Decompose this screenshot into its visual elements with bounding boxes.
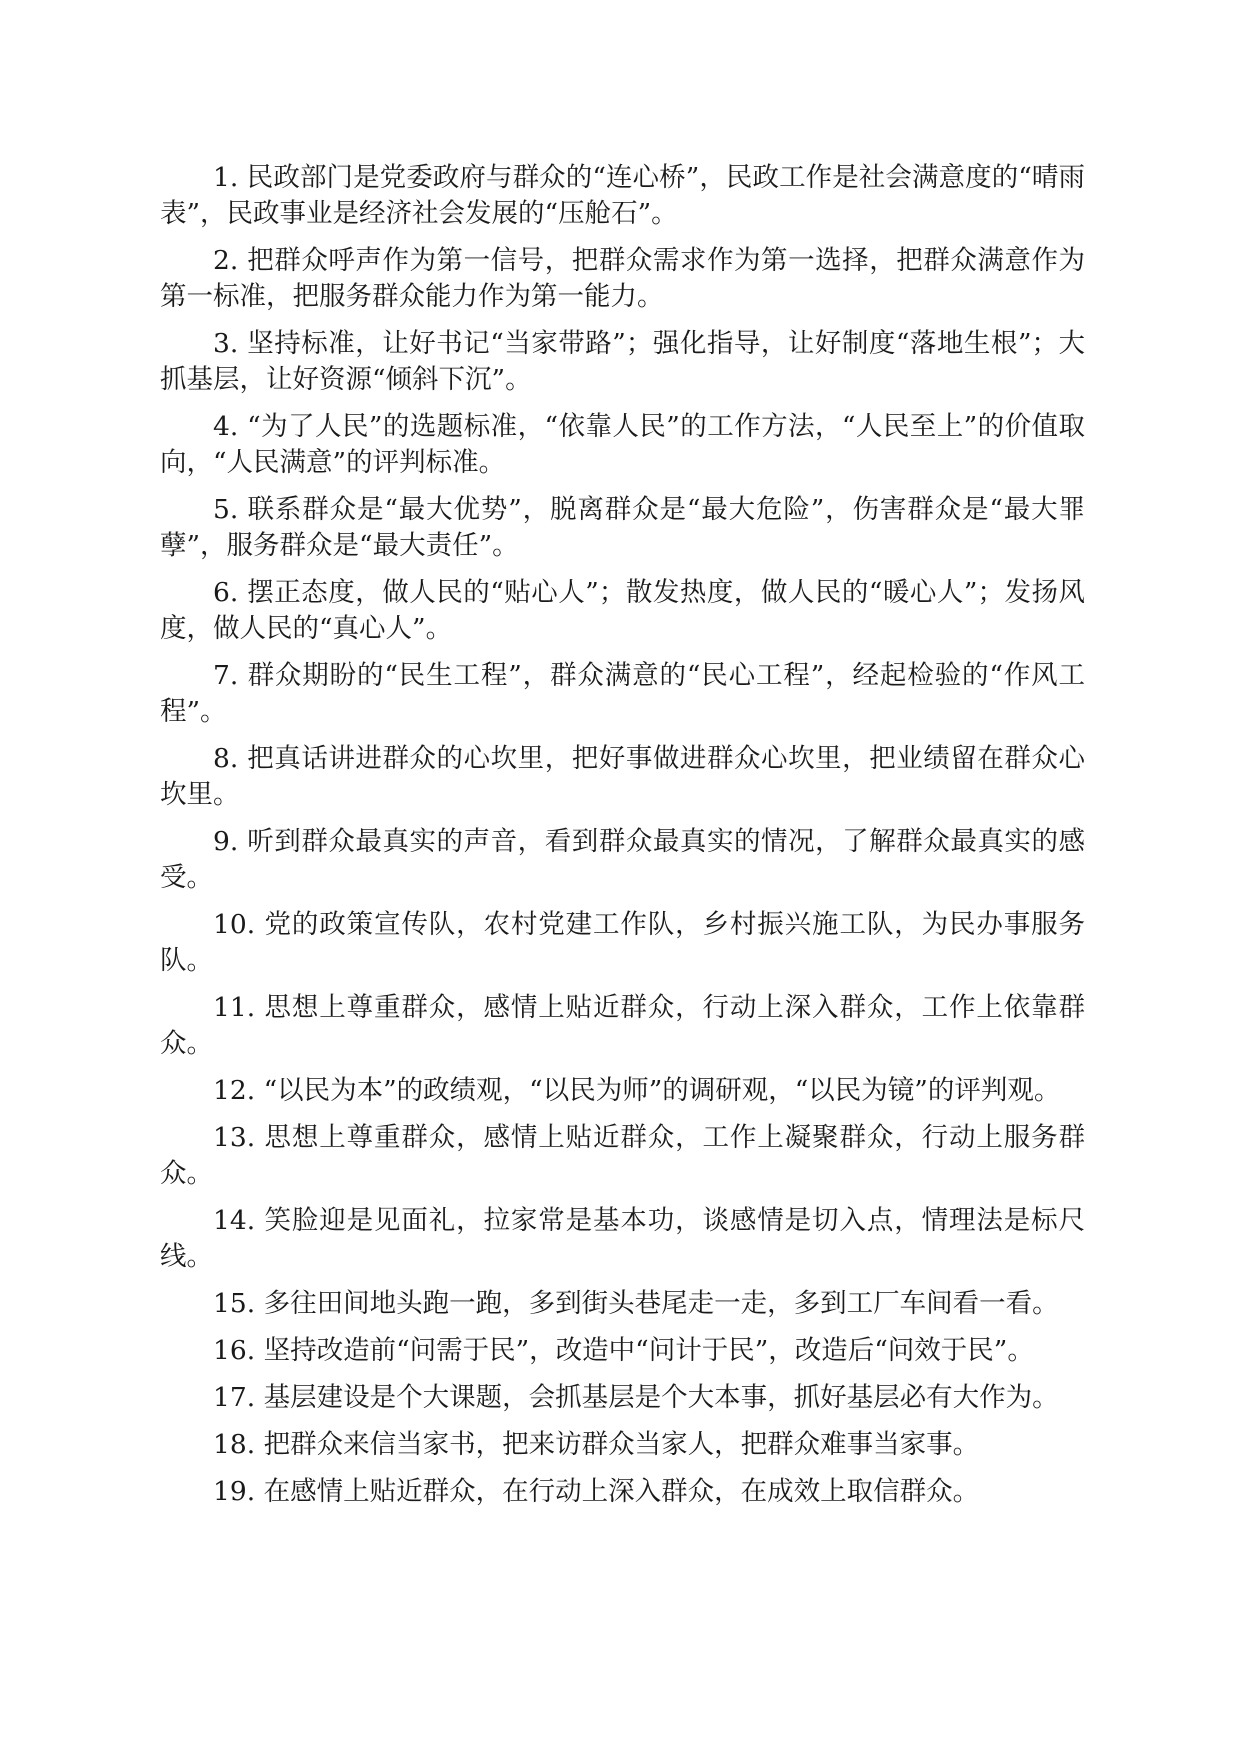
paragraph-16: 16. 坚持改造前“问需于民”，改造中“问计于民”，改造后“问效于民”。	[213, 1335, 1034, 1366]
paragraph-19: 19. 在感情上贴近群众，在行动上深入群众，在成效上取信群众。	[213, 1476, 980, 1507]
paragraph-2: 2. 把群众呼声作为第一信号，把群众需求作为第一选择，把群众满意作为第一标准，把服务群众能力作为第一能力。	[160, 245, 1085, 312]
paragraph-1: 1. 民政部门是党委政府与群众的“连心桥”，民政工作是社会满意度的“晴雨表”，民政事业是经济社会发展的“压舱石”。	[160, 162, 1085, 229]
paragraph-10: 10. 党的政策宣传队，农村党建工作队，乡村振兴施工队，为民办事服务队。	[160, 909, 1085, 976]
paragraph-5: 5. 联系群众是“最大优势”，脱离群众是“最大危险”，伤害群众是“最大罪孽”，服务群众是“最大责任”。	[160, 494, 1085, 561]
paragraph-7: 7. 群众期盼的“民生工程”，群众满意的“民心工程”，经起检验的“作风工程”。	[160, 660, 1085, 727]
paragraph-12: 12. “以民为本”的政绩观，“以民为师”的调研观，“以民为镜”的评判观。	[213, 1075, 1061, 1106]
paragraph-14: 14. 笑脸迎是见面礼，拉家常是基本功，谈感情是切入点，情理法是标尺线。	[160, 1205, 1085, 1272]
paragraph-15: 15. 多往田间地头跑一跑，多到街头巷尾走一走，多到工厂车间看一看。	[213, 1288, 1059, 1319]
paragraph-3: 3. 坚持标准，让好书记“当家带路”；强化指导，让好制度“落地生根”；大抓基层，让好资源“倾斜下沉”。	[160, 328, 1085, 395]
paragraph-8: 8. 把真话讲进群众的心坎里，把好事做进群众心坎里，把业绩留在群众心坎里。	[160, 743, 1085, 810]
paragraph-4: 4. “为了人民”的选题标准，“依靠人民”的工作方法，“人民至上”的价值取向，“人民满意”的评判标准。	[160, 411, 1085, 478]
paragraph-9: 9. 听到群众最真实的声音，看到群众最真实的情况，了解群众最真实的感受。	[160, 826, 1085, 893]
paragraph-18: 18. 把群众来信当家书，把来访群众当家人，把群众难事当家事。	[213, 1429, 980, 1460]
document-page	[160, 160, 1085, 1521]
paragraph-6: 6. 摆正态度，做人民的“贴心人”；散发热度，做人民的“暖心人”；发扬风度，做人民的“真心人”。	[160, 577, 1085, 644]
paragraph-17: 17. 基层建设是个大课题，会抓基层是个大本事，抓好基层必有大作为。	[213, 1382, 1059, 1413]
paragraph-13: 13. 思想上尊重群众，感情上贴近群众，工作上凝聚群众，行动上服务群众。	[160, 1122, 1085, 1189]
paragraph-11: 11. 思想上尊重群众，感情上贴近群众，行动上深入群众，工作上依靠群众。	[160, 992, 1085, 1059]
